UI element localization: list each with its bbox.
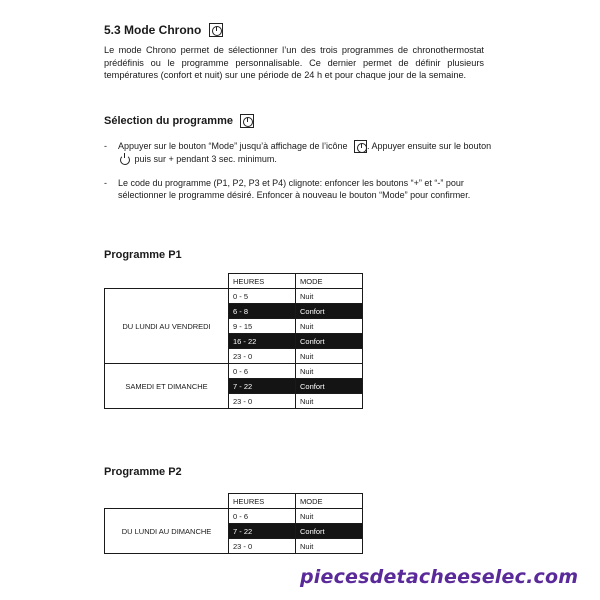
mode-cell: Nuit [296, 289, 363, 304]
mode-cell: Confort [296, 524, 363, 539]
mode-cell: Nuit [296, 539, 363, 554]
header-mode: MODE [296, 494, 363, 509]
mode-cell: Confort [296, 334, 363, 349]
hours-cell: 0 - 6 [229, 509, 296, 524]
bullet1-text-b: . Appuyer ensuite sur le bouton [367, 141, 492, 151]
hours-cell: 6 - 8 [229, 304, 296, 319]
table-row [105, 289, 363, 304]
program-p1-table [104, 273, 363, 409]
hours-cell: 7 - 22 [229, 524, 296, 539]
bullet1-text-c: puis sur + pendant 3 sec. minimum. [134, 154, 277, 165]
hours-cell: 0 - 5 [229, 289, 296, 304]
bullet-dash: - [104, 178, 107, 188]
chrono-clock-icon [209, 23, 223, 37]
hours-cell: 0 - 6 [229, 364, 296, 379]
hours-cell: 23 - 0 [229, 349, 296, 364]
program-p2-title: Programme P2 [104, 466, 182, 478]
bullet-dash: - [104, 141, 107, 151]
mode-cell: Nuit [296, 509, 363, 524]
hours-cell: 23 - 0 [229, 539, 296, 554]
program-p1-title: Programme P1 [104, 249, 182, 261]
mode-cell: Nuit [296, 364, 363, 379]
mode-cell: Nuit [296, 319, 363, 334]
header-hours: HEURES [229, 494, 296, 509]
day-range-cell: DU LUNDI AU VENDREDI [105, 289, 229, 364]
hours-cell: 16 - 22 [229, 334, 296, 349]
header-blank-cell [105, 494, 229, 509]
header-hours: HEURES [229, 274, 296, 289]
header-blank-cell [105, 274, 229, 289]
bullet-text [118, 140, 494, 165]
section-heading [104, 22, 223, 37]
selection-title: Sélection du programme [104, 115, 233, 127]
bullet1-text-a: Appuyer sur le bouton “Mode” jusqu’à affichage de l’icône [118, 141, 348, 151]
intro-paragraph: Le mode Chrono permet de sélectionner l’un des trois programmes de chronothermostat prédéfinis ou le programme personnalisable. Ce dernier permet de définir plusieurs températures (confort et nuit) sur une période de 24 h et pour chaque jour de la semaine. [104, 45, 484, 80]
table-header-row [105, 274, 363, 289]
mode-cell: Confort [296, 304, 363, 319]
table-row [105, 509, 363, 524]
mode-cell: Confort [296, 379, 363, 394]
section-title: 5.3 Mode Chrono [104, 22, 202, 37]
mode-cell: Nuit [296, 349, 363, 364]
hours-cell: 23 - 0 [229, 394, 296, 409]
selection-heading [104, 114, 254, 128]
day-range-cell: DU LUNDI AU DIMANCHE [105, 509, 229, 554]
chrono-clock-icon [354, 140, 367, 153]
hours-cell: 9 - 15 [229, 319, 296, 334]
table-header-row [105, 494, 363, 509]
bullet-item-mode [104, 140, 494, 165]
program-p2-table [104, 493, 363, 554]
day-range-cell: SAMEDI ET DIMANCHE [105, 364, 229, 409]
bullet-text: Le code du programme (P1, P2, P3 et P4) clignote: enfoncer les boutons “+” et “-” pour sélectionner le programme désiré. Enfoncer à nouveau le bouton “Mode” pour confirmer. [118, 178, 471, 200]
power-icon [120, 155, 130, 165]
watermark: piecesdetacheeselec.com [300, 566, 579, 588]
header-mode: MODE [296, 274, 363, 289]
hours-cell: 7 - 22 [229, 379, 296, 394]
bullet-item-code [104, 177, 494, 201]
chrono-clock-icon [240, 114, 254, 128]
table-row [105, 364, 363, 379]
mode-cell: Nuit [296, 394, 363, 409]
